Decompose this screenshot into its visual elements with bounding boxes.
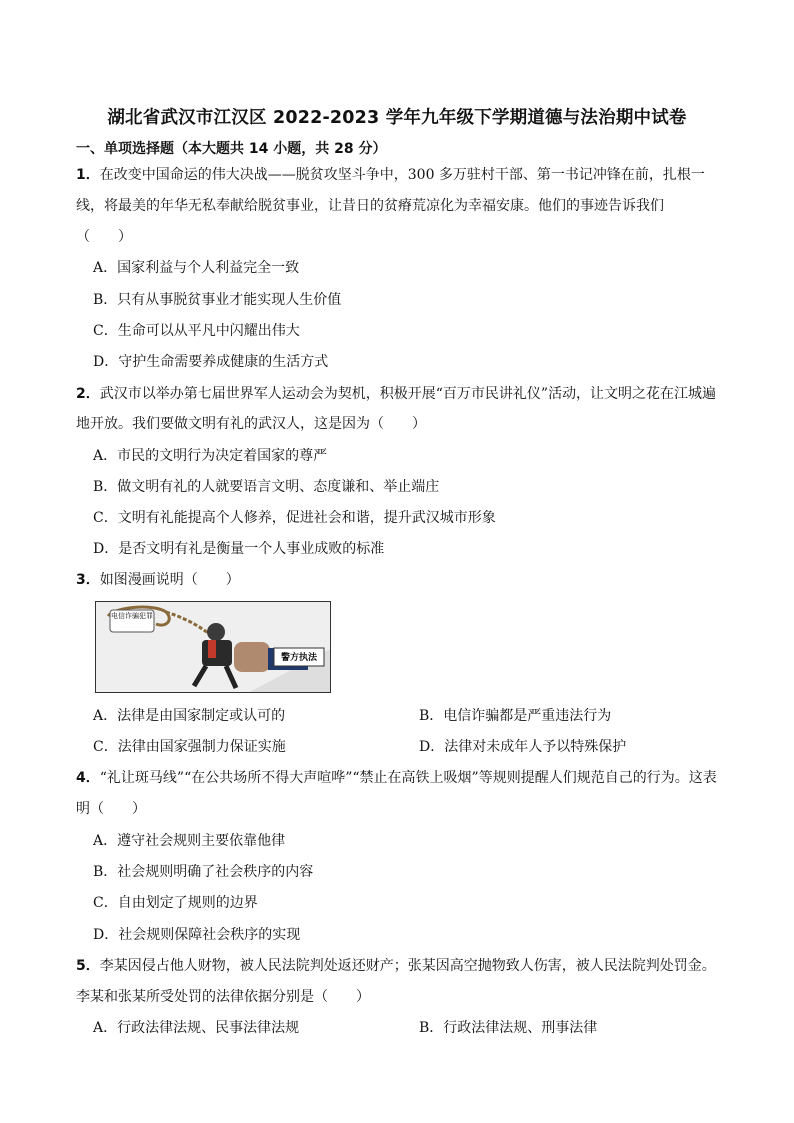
question-4-option-a: A．遵守社会规则主要依靠他律 [93, 833, 286, 849]
question-2-option-a: A．市民的文明行为决定着国家的尊严 [93, 448, 328, 464]
cartoon-image [95, 601, 331, 693]
question-number: 3． [76, 572, 100, 588]
question-5-line-2: 李某和张某所受处罚的法律依据分别是（ ） [76, 989, 370, 1005]
question-number: 5． [76, 958, 100, 974]
question-text: 武汉市以举办第七届世界军人运动会为契机，积极开展“百万市民讲礼仪”活动，让文明之花在江城遍 [99, 386, 717, 402]
cartoon-label-fraud: 电信诈骗犯罪 [111, 612, 153, 620]
question-5-option-b: B．行政法律法规、刑事法律 [419, 1020, 598, 1036]
question-text: 在改变中国命运的伟大决战——脱贫攻坚斗争中，300 多万驻村干部、第一书记冲锋在前，扎根一 [99, 167, 705, 183]
question-5-line-1 [76, 957, 716, 975]
question-2-line-2: 地开放。我们要做文明有礼的武汉人，这是因为（ ） [76, 416, 426, 432]
question-2-option-d: D．是否文明有礼是衡量一个人事业成败的标准 [93, 541, 385, 557]
question-text: 李某因侵占他人财物，被人民法院判处返还财产；张某因高空抛物致人伤害，被人民法院判处罚金。 [99, 958, 716, 974]
question-1-line-3: （ ） [76, 229, 132, 245]
question-number: 2． [76, 386, 100, 402]
question-3-option-b: B．电信诈骗都是严重违法行为 [419, 708, 612, 724]
question-1-option-a: A．国家利益与个人利益完全一致 [93, 260, 300, 276]
question-4-line-1 [76, 769, 717, 787]
question-2-line-1 [76, 385, 716, 403]
question-5-option-a: A．行政法律法规、民事法律法规 [93, 1020, 300, 1036]
question-1-line-1 [76, 166, 705, 184]
question-3-option-d: D．法律对未成年人予以特殊保护 [419, 739, 627, 755]
question-2-option-b: B．做文明有礼的人就要语言文明、态度谦和、举止端庄 [93, 479, 440, 495]
question-text: “礼让斑马线”“在公共场所不得大声喧哗”“禁止在高铁上吸烟”等规则提醒人们规范自己的行为。这表 [99, 770, 717, 786]
question-3-option-c: C．法律由国家强制力保证实施 [93, 739, 286, 755]
question-3-option-a: A．法律是由国家制定或认可的 [93, 708, 286, 724]
cartoon-label-police: 警方执法 [280, 653, 317, 663]
section-heading: 一、单项选择题（本大题共 14 小题，共 28 分） [76, 141, 387, 157]
question-4-option-c: C．自由划定了规则的边界 [93, 895, 258, 911]
question-4-option-d: D．社会规则保障社会秩序的实现 [93, 927, 301, 943]
question-1-option-c: C．生命可以从平凡中闪耀出伟大 [93, 323, 300, 339]
question-1-line-2: 线，将最美的年华无私奉献给脱贫事业，让昔日的贫瘠荒凉化为幸福安康。他们的事迹告诉我们 [76, 198, 664, 214]
question-3-line-1 [76, 571, 240, 589]
question-4-option-b: B．社会规则明确了社会秩序的内容 [93, 864, 314, 880]
exam-title: 湖北省武汉市江汉区 2022-2023 学年九年级下学期道德与法治期中试卷 [107, 108, 687, 128]
question-number: 4． [76, 770, 100, 786]
question-number: 1． [76, 167, 100, 183]
question-4-line-2: 明（ ） [76, 801, 146, 817]
question-2-option-c: C．文明有礼能提高个人修养，促进社会和谐，提升武汉城市形象 [93, 510, 496, 526]
question-1-option-d: D．守护生命需要养成健康的生活方式 [93, 354, 329, 370]
question-text: 如图漫画说明（ ） [99, 572, 240, 588]
question-1-option-b: B．只有从事脱贫事业才能实现人生价值 [93, 292, 342, 308]
